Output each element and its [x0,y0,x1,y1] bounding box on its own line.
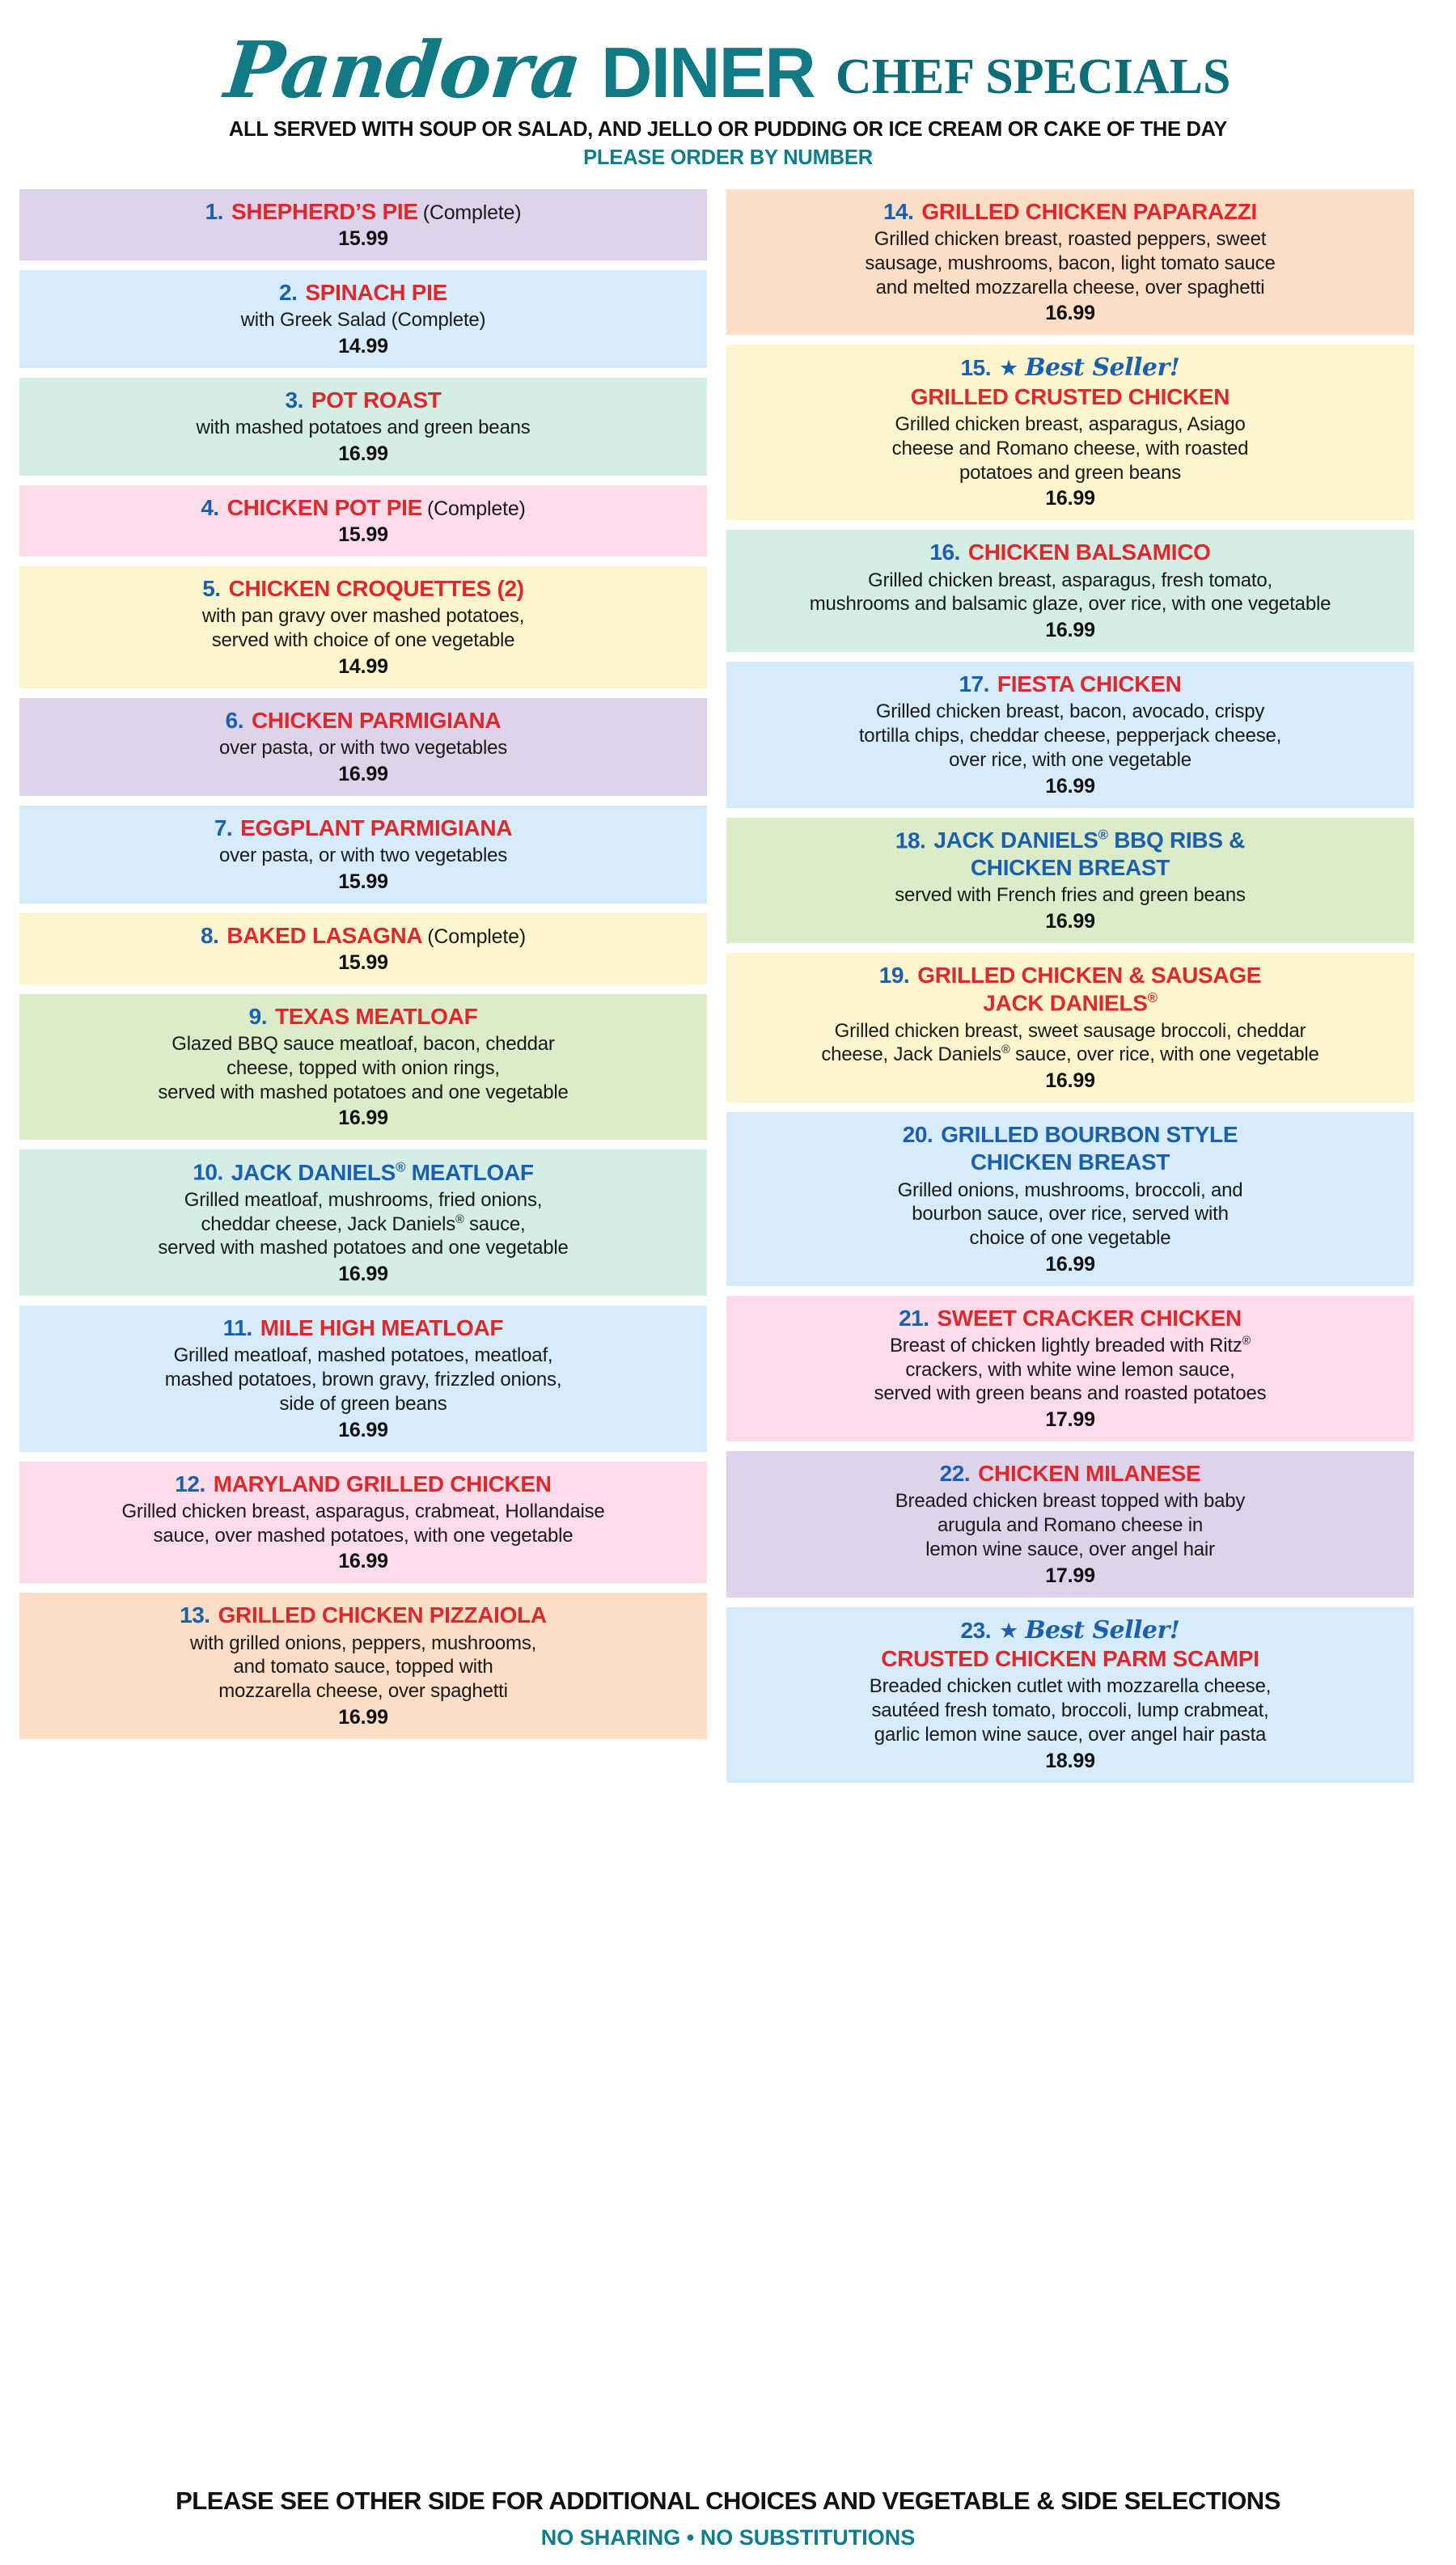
menu-item [726,953,1414,1103]
menu-item-name-line2: GRILLED CRUSTED CHICKEN [910,383,1230,409]
menu-item-name: TEXAS MEATLOAF [274,1004,478,1029]
menu-item-name: GRILLED CHICKEN PAPARAZZI [921,199,1257,224]
menu-item-title [31,1004,696,1030]
menu-item-name: JACK DANIELS® BBQ RIBS & [933,827,1246,853]
menu-item-description: Grilled meatloaf, mashed potatoes, meatloaf, mashed potatoes, brown gravy, frizzled onions, side of green beans [164,1344,562,1415]
menu-item-name: JACK DANIELS® MEATLOAF [231,1159,534,1185]
menu-item-price: 14.99 [338,654,388,678]
menu-item-name: MARYLAND GRILLED CHICKEN [213,1471,552,1496]
best-seller-badge: Best Seller! [1025,353,1180,383]
menu-item-name: GRILLED CHICKEN & SAUSAGE [917,962,1262,988]
menu-item [19,994,707,1140]
menu-item [726,1451,1414,1597]
footer-no-sharing-note: NO SHARING • NO SUBSTITUTIONS [540,2525,916,2550]
menu-item-description: Glazed BBQ sauce meatloaf, bacon, cheddar cheese, topped with onion rings, served with mashed potatoes and one vegetable [158,1033,569,1103]
footer-other-side-note: PLEASE SEE OTHER SIDE FOR ADDITIONAL CHOICES AND VEGETABLE & SIDE SELECTIONS [176,2487,1280,2515]
menu-item-number: 8. [201,922,219,948]
menu-item-title [31,1315,696,1341]
menu-item-title [738,671,1403,697]
menu-item-complete-tag: (Complete) [422,201,522,224]
menu-item-price: 17.99 [1045,1564,1095,1587]
menu-item-number: 7. [214,815,233,840]
served-with-note: ALL SERVED WITH SOUP OR SALAD, AND JELLO OR PUDDING OR ICE CREAM OR CAKE OF THE DAY [228,118,1228,141]
menu-item-title [738,540,1403,565]
menu-item-name: SPINACH PIE [305,280,447,306]
best-seller-badge: Best Seller! [1025,1615,1180,1644]
menu-item-number: 13. [180,1602,210,1628]
menu-item-price: 16.99 [338,1418,388,1441]
brand-diner: DINER [601,32,815,113]
menu-item-number: 15. [960,355,991,381]
menu-item [19,189,707,260]
menu-item-name: GRILLED BOURBON STYLE [941,1122,1238,1148]
menu-item-description: Breaded chicken breast topped with baby arugula and Romano cheese in lemon wine sauce, over angel hair [895,1490,1246,1560]
menu-item-title [738,1122,1403,1148]
menu-item-number: 22. [939,1461,971,1487]
menu-item-title [738,1306,1403,1331]
menu-item-name: SHEPHERD’S PIE [231,199,418,224]
masthead [19,0,1437,116]
menu-item-price: 15.99 [338,227,388,251]
menu-item-description: Breaded chicken cutlet with mozzarella cheese, sautéed fresh tomato, broccoli, lump crabmeat, garlic lemon wine sauce, over angel hair pasta [869,1675,1272,1746]
menu-item-number: 16. [929,540,960,565]
menu-item-name: CHICKEN POT PIE [226,495,422,521]
menu-item-price: 16.99 [1045,1069,1095,1093]
menu-item-complete-tag: (Complete) [427,925,526,948]
menu-item-price: 16.99 [338,1550,388,1573]
menu-item-description: Breast of chicken lightly breaded with Ritz® crackers, with white wine lemon sauce, served with green beans and roasted potatoes [874,1334,1267,1405]
menu-item-title [31,708,696,734]
menu-item-title [31,280,696,306]
star-icon: ★ [998,1618,1019,1643]
menu-item-description: with Greek Salad (Complete) [240,309,486,332]
menu-column-right [726,189,1414,1783]
menu-item [726,530,1414,652]
menu-item-description: Grilled chicken breast, asparagus, Asiago cheese and Romano cheese, with roasted potatoes and green beans [891,413,1249,484]
menu-item-price: 14.99 [338,335,388,358]
menu-item-title [738,1461,1403,1487]
menu-item-price: 15.99 [338,523,388,547]
menu-item [19,1593,707,1738]
menu-item-title [31,1602,696,1628]
menu-item-number: 10. [193,1159,223,1185]
menu-item-price: 16.99 [338,442,388,466]
order-by-number-note: PLEASE ORDER BY NUMBER [583,146,873,169]
menu-item-name: CHICKEN BALSAMICO [967,540,1211,565]
menu-item [726,1607,1414,1783]
menu-item-description: Grilled chicken breast, bacon, avocado, crispy tortilla chips, cheddar cheese, pepperjack cheese, over rice, with one vegetable [858,701,1282,771]
menu-item-number: 23. [960,1617,991,1643]
menu-item-number: 19. [878,962,910,988]
menu-item-number: 9. [248,1004,267,1029]
menu-item-complete-tag: (Complete) [427,497,526,521]
menu-item-title [31,1471,696,1497]
menu-item-title [738,963,1403,988]
menu-item [19,698,707,796]
menu-item [726,818,1414,943]
menu-item [726,1296,1414,1441]
menu-item-title [31,1159,696,1186]
menu-item-name-line2: CHICKEN BREAST [970,855,1170,881]
menu-item-price: 15.99 [338,870,388,893]
menu-item-price: 16.99 [1045,302,1095,325]
menu-item-title [738,827,1403,854]
brand-script: Pandora [220,23,585,116]
menu-item-description: over pasta, or with two vegetables [218,844,508,867]
menu-item-price: 16.99 [1045,774,1095,798]
menu-item-description: Grilled meatloaf, mushrooms, fried onions, cheddar cheese, Jack Daniels® sauce, served with mashed potatoes and one vegetable [158,1188,569,1259]
menu-item-number: 6. [225,707,244,733]
menu-item-name: EGGPLANT PARMIGIANA [240,815,513,840]
menu-item [19,913,707,984]
menu-item-name: FIESTA CHICKEN [997,671,1182,697]
menu-item-description: with grilled onions, peppers, mushrooms, and tomato sauce, topped with mozzarella cheese, over spaghetti [189,1632,537,1703]
menu-item-price: 16.99 [1045,1252,1095,1276]
menu-item-description: Grilled onions, mushrooms, broccoli, and bourbon sauce, over rice, served with choice of one vegetable [897,1179,1243,1250]
menu-item-number: 14. [882,199,914,224]
menu-item-description: with mashed potatoes and green beans [196,417,531,439]
menu-item-price: 16.99 [338,762,388,785]
menu-item-title [738,1617,1403,1645]
menu-item-price: 16.99 [338,1263,388,1286]
menu-item-price: 16.99 [338,1705,388,1729]
star-icon: ★ [998,356,1019,381]
menu-item-number: 5. [202,576,221,602]
menu-item-description: over pasta, or with two vegetables [218,737,508,760]
menu-item-title [31,495,696,521]
menu-item [19,806,707,904]
menu-item-title [31,923,696,949]
menu-item-name-line2: JACK DANIELS® [983,990,1158,1016]
menu-item-name: POT ROAST [311,387,442,413]
menu-item [19,485,707,557]
menu-item-number: 3. [285,387,303,413]
menu-item-name-line2: CRUSTED CHICKEN PARM SCAMPI [881,1646,1259,1672]
menu-item-name: CHICKEN PARMIGIANA [252,707,502,733]
menu-item-description: Grilled chicken breast, sweet sausage broccoli, cheddar cheese, Jack Daniels® sauce, over rice, with one vegetable [821,1019,1319,1066]
brand-chef-specials: CHEF SPECIALS [835,49,1231,104]
menu-item-name: CHICKEN CROQUETTES (2) [228,576,524,602]
menu-item [19,270,707,368]
menu-item-name: BAKED LASAGNA [226,922,423,948]
menu-item-title [31,815,696,841]
menu-item-name: SWEET CRACKER CHICKEN [937,1305,1242,1331]
menu-item [19,1462,707,1584]
menu-item-description: with pan gravy over mashed potatoes, served with choice of one vegetable [201,605,525,652]
menu-columns [19,189,1437,1783]
menu-item-number: 17. [959,671,989,697]
menu-item-number: 21. [899,1305,929,1331]
menu-item-number: 11. [222,1315,252,1341]
menu-item-description: Grilled chicken breast, asparagus, fresh tomato, mushrooms and balsamic glaze, over rice, with one vegetable [809,569,1331,616]
menu-item-price: 16.99 [1045,619,1095,642]
menu-item [19,566,707,688]
menu-item [726,189,1414,335]
menu-item-name: GRILLED CHICKEN PIZZAIOLA [218,1602,547,1628]
menu-item-price: 16.99 [1045,487,1095,510]
menu-item-description: served with French fries and green beans [895,884,1246,907]
menu-item-price: 16.99 [338,1107,388,1130]
menu-item [19,378,707,476]
menu-item [726,1112,1414,1286]
menu-item-number: 12. [175,1471,205,1496]
menu-item-number: 2. [279,280,298,306]
menu-item-name-line2: CHICKEN BREAST [970,1149,1170,1175]
menu-item-description: Grilled chicken breast, asparagus, crabmeat, Hollandaise sauce, over mashed potatoes, with one vegetable [121,1500,605,1547]
menu-item-price: 17.99 [1045,1408,1095,1432]
menu-item-name: MILE HIGH MEATLOAF [260,1315,504,1341]
menu-item-price: 15.99 [338,951,388,974]
menu-item [726,662,1414,807]
menu-item-price: 18.99 [1045,1749,1095,1772]
menu-item-title [738,354,1403,383]
menu-item [19,1149,707,1296]
footer [0,2487,1456,2550]
menu-column-left [19,189,707,1739]
menu-item-number: 1. [205,199,223,224]
menu-item-title [31,576,696,602]
menu-item-title [738,199,1403,225]
menu-item-price: 16.99 [1045,909,1095,933]
menu-item [726,345,1414,520]
menu-item-name: CHICKEN MILANESE [978,1461,1201,1487]
menu-item-title [31,199,696,225]
menu-item-number: 18. [895,827,926,853]
menu-item-description: Grilled chicken breast, roasted peppers, sweet sausage, mushrooms, bacon, light tomato sauce and melted mozzarella cheese, over spaghetti [865,228,1276,298]
menu-item-title [31,387,696,413]
menu-item-number: 4. [201,495,219,521]
menu-item-number: 20. [902,1122,933,1148]
menu-item [19,1306,707,1451]
